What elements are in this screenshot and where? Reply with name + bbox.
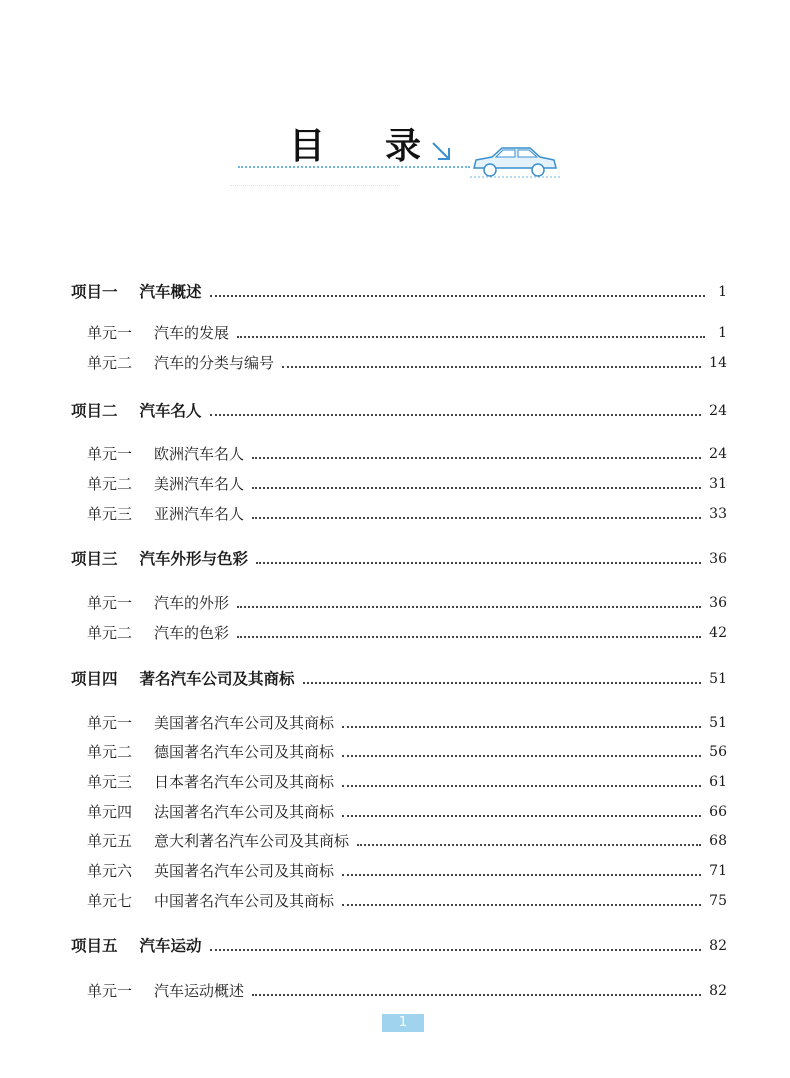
entry-page-number: 66 — [709, 804, 727, 820]
dot-leader — [342, 755, 701, 757]
toc-project-entry[interactable] — [71, 668, 727, 690]
toc-project-entry[interactable] — [71, 400, 727, 422]
toc-unit-entry[interactable] — [87, 741, 727, 763]
toc-unit-entry[interactable] — [87, 352, 727, 374]
entry-title: 德国著名汽车公司及其商标 — [154, 743, 335, 761]
dot-leader — [252, 457, 701, 459]
toc-unit-entry[interactable] — [87, 830, 727, 852]
entry-number: 单元一 — [87, 594, 133, 612]
entry-title: 美国著名汽车公司及其商标 — [154, 714, 335, 732]
dot-leader — [210, 295, 705, 297]
dot-leader — [256, 562, 701, 564]
entry-page-number: 71 — [709, 863, 727, 879]
toc-project-entry[interactable] — [71, 935, 727, 957]
entry-page-number: 42 — [709, 625, 727, 641]
toc-unit-entry[interactable] — [87, 592, 727, 614]
entry-number: 项目五 — [71, 936, 118, 955]
entry-page-number: 61 — [709, 774, 727, 790]
entry-title: 意大利著名汽车公司及其商标 — [154, 832, 350, 850]
entry-title: 法国著名汽车公司及其商标 — [154, 803, 335, 821]
toc-unit-entry[interactable] — [87, 980, 727, 1002]
dot-leader — [237, 636, 701, 638]
entry-page-number: 51 — [709, 671, 727, 687]
entry-number: 项目一 — [71, 282, 118, 301]
toc-unit-entry[interactable] — [87, 890, 727, 912]
entry-page-number: 56 — [709, 744, 727, 760]
dot-leader — [237, 336, 705, 338]
entry-number: 单元六 — [87, 862, 133, 880]
entry-page-number: 75 — [709, 893, 727, 909]
entry-page-number: 33 — [709, 506, 727, 522]
toc-unit-entry[interactable] — [87, 801, 727, 823]
entry-number: 单元二 — [87, 624, 133, 642]
entry-title: 著名汽车公司及其商标 — [139, 669, 295, 688]
dot-leader — [357, 844, 701, 846]
entry-title: 日本著名汽车公司及其商标 — [154, 773, 335, 791]
toc-unit-entry[interactable] — [87, 622, 727, 644]
entry-title: 欧洲汽车名人 — [154, 445, 245, 463]
entry-number: 项目四 — [71, 669, 118, 688]
toc-unit-entry[interactable] — [87, 322, 727, 344]
dot-leader — [342, 904, 701, 906]
dot-leader — [252, 487, 701, 489]
page-number-badge: 1 — [382, 1014, 424, 1032]
entry-page-number: 36 — [709, 551, 727, 567]
toc-unit-entry[interactable] — [87, 443, 727, 465]
entry-title: 英国著名汽车公司及其商标 — [154, 862, 335, 880]
dot-leader — [303, 682, 702, 684]
entry-title: 亚洲汽车名人 — [154, 505, 245, 523]
entry-title: 汽车运动概述 — [154, 982, 245, 1000]
entry-title: 美洲汽车名人 — [154, 475, 245, 493]
entry-number: 单元三 — [87, 505, 133, 523]
entry-number: 单元四 — [87, 803, 133, 821]
entry-title: 汽车概述 — [139, 282, 202, 301]
entry-title: 汽车外形与色彩 — [139, 549, 249, 568]
entry-number: 单元一 — [87, 714, 133, 732]
toc-project-entry[interactable] — [71, 281, 727, 303]
entry-number: 单元一 — [87, 982, 133, 1000]
dot-leader — [342, 726, 701, 728]
dot-leader — [282, 366, 701, 368]
entry-page-number: 24 — [709, 446, 727, 462]
toc-project-entry[interactable] — [71, 548, 727, 570]
entry-page-number: 68 — [709, 833, 727, 849]
entry-page-number: 31 — [709, 476, 727, 492]
entry-title: 汽车运动 — [139, 936, 202, 955]
entry-page-number: 24 — [709, 403, 727, 419]
dot-leader — [252, 994, 701, 996]
dot-leader — [342, 815, 701, 817]
toc-unit-entry[interactable] — [87, 860, 727, 882]
toc-unit-entry[interactable] — [87, 712, 727, 734]
dot-leader — [342, 874, 701, 876]
entry-page-number: 1 — [718, 284, 727, 300]
entry-title: 汽车的外形 — [154, 594, 230, 612]
entry-number: 单元一 — [87, 445, 133, 463]
page-title-char-1: 目 — [289, 126, 326, 167]
entry-number: 项目二 — [71, 401, 118, 420]
entry-page-number: 51 — [709, 715, 727, 731]
entry-title: 汽车名人 — [139, 401, 202, 420]
entry-title: 中国著名汽车公司及其商标 — [154, 892, 335, 910]
entry-page-number: 36 — [709, 595, 727, 611]
entry-title: 汽车的发展 — [154, 324, 230, 342]
entry-number: 单元二 — [87, 354, 133, 372]
toc-unit-entry[interactable] — [87, 473, 727, 495]
entry-title: 汽车的色彩 — [154, 624, 230, 642]
entry-number: 单元一 — [87, 324, 133, 342]
entry-page-number: 82 — [709, 983, 727, 999]
dot-leader — [252, 517, 701, 519]
dot-leader — [237, 606, 701, 608]
entry-number: 单元三 — [87, 773, 133, 791]
entry-page-number: 14 — [709, 355, 727, 371]
dot-leader — [210, 414, 702, 416]
toc-unit-entry[interactable] — [87, 771, 727, 793]
entry-page-number: 82 — [709, 938, 727, 954]
entry-number: 单元二 — [87, 475, 133, 493]
entry-number: 单元五 — [87, 832, 133, 850]
entry-title: 汽车的分类与编号 — [154, 354, 275, 372]
dot-leader — [210, 949, 702, 951]
entry-page-number: 1 — [718, 325, 727, 341]
entry-number: 单元七 — [87, 892, 133, 910]
dot-leader — [342, 785, 701, 787]
toc-unit-entry[interactable] — [87, 503, 727, 525]
entry-number: 单元二 — [87, 743, 133, 761]
page-title-char-2: 录 — [385, 126, 422, 167]
entry-number: 项目三 — [71, 549, 118, 568]
